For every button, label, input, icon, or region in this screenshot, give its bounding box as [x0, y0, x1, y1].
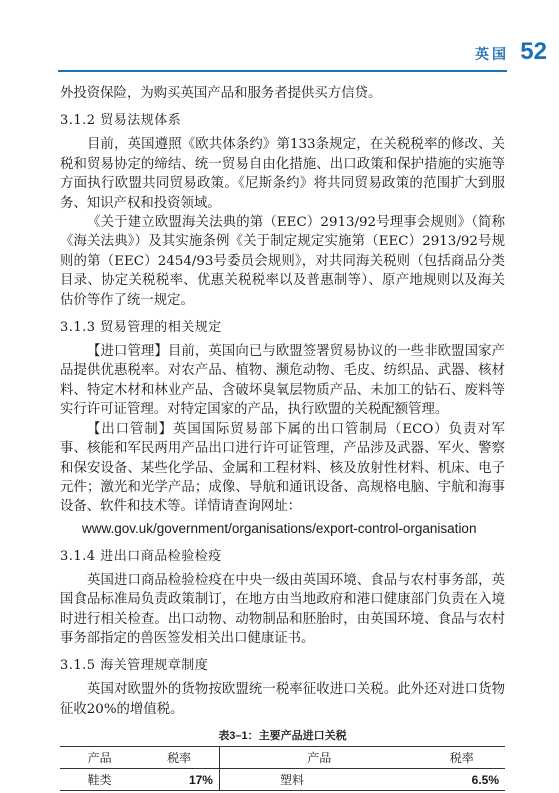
paragraph: 英国对欧盟外的货物按欧盟统一税率征收进口关税。此外还对进口货物征收20%的增值税。 [60, 682, 505, 717]
table-header-cell: 税率 [418, 747, 505, 769]
table-cell: 塑料 [219, 769, 418, 791]
table-cell: 6.5% [418, 769, 505, 791]
header-divider [58, 70, 507, 72]
table-header-cell: 产品 [60, 747, 139, 769]
table-title: 表3–1：主要产品进口关税 [218, 730, 347, 743]
paragraph: 《关于建立欧盟海关法典的第（EEC）2913/92号理事会规则》（简称《海关法典》）及其实施条例《关于制定规定实施第（EEC）2913/92号规则的第（EEC）2454/93号委员会规则》，对共同海关税则（包括商品分类目录、协定关税税率、优惠关税税率以及普惠制等）、原产地规则以及海关估价等作了统一规定。 [60, 215, 505, 308]
table-row [60, 769, 505, 791]
section-title-3-1-3: 3.1.3 贸易管理的相关规定 [60, 320, 222, 336]
import-tariff-table [60, 746, 505, 791]
section-title-3-1-4: 3.1.4 进出口商品检验检疫 [60, 548, 222, 564]
table-cell: 鞋类 [60, 769, 139, 791]
table-header-cell: 税率 [139, 747, 219, 769]
header-country: 英国 [475, 46, 509, 62]
paragraph-continuation: 外投资保险，为购买英国产品和服务者提供买方信贷。 [60, 86, 382, 101]
paragraph-import-management: 【进口管理】目前，英国向已与欧盟签署贸易协议的一些非欧盟国家产品提供优惠税率。对农产品、植物、濒危动物、毛皮、纺织品、武器、核材料、特定木材和林业产品、含破坏臭氧层物质产品、未加工的钻石、废料等实行许可证管理。对特定国家的产品，执行欧盟的关税配额管理。 [60, 344, 505, 418]
section-title-3-1-5: 3.1.5 海关管理规章制度 [60, 658, 209, 674]
paragraph: 英国进口商品检验检疫在中央一级由英国环境、食品与农村事务部，英国食品标准局负责政策制订，在地方由当地政府和港口健康部门负责在入境时进行相关检查。出口动物、动物制品和胚胎时，由英国环境、食品与农村事务部指定的兽医签发相关出口健康证书。 [60, 572, 505, 646]
paragraph: 目前，英国遵照《欧共体条约》第133条规定，在关税税率的修改、关税和贸易协定的缔结、统一贸易自由化措施、出口政策和保护措施的实施等方面执行欧盟共同贸易政策。《尼斯条约》将共同贸易政策的范围扩大到服务、知识产权和投资领域。 [60, 137, 505, 211]
page-number: 52 [520, 38, 547, 65]
table-cell: 17% [139, 769, 219, 791]
table-header-cell: 产品 [219, 747, 418, 769]
section-title-3-1-2: 3.1.2 贸易法规体系 [60, 113, 182, 129]
table-header-row [60, 747, 505, 769]
paragraph-export-control: 【出口管制】英国国际贸易部下属的出口管制局（ECO）负责对军事、核能和军民两用产品出口进行许可证管理，产品涉及武器、军火、警察和保安设备、某些化学品、金属和工程材料、核及放射性材料、机床、电子元件；激光和光学产品；成像、导航和通讯设备、高规格电脑、宇航和海事设备、软件和技术等。详情请查询网址： [60, 421, 505, 515]
page-content [60, 84, 505, 791]
export-control-url: www.gov.uk/government/organisations/export-control-organisation [82, 520, 477, 536]
